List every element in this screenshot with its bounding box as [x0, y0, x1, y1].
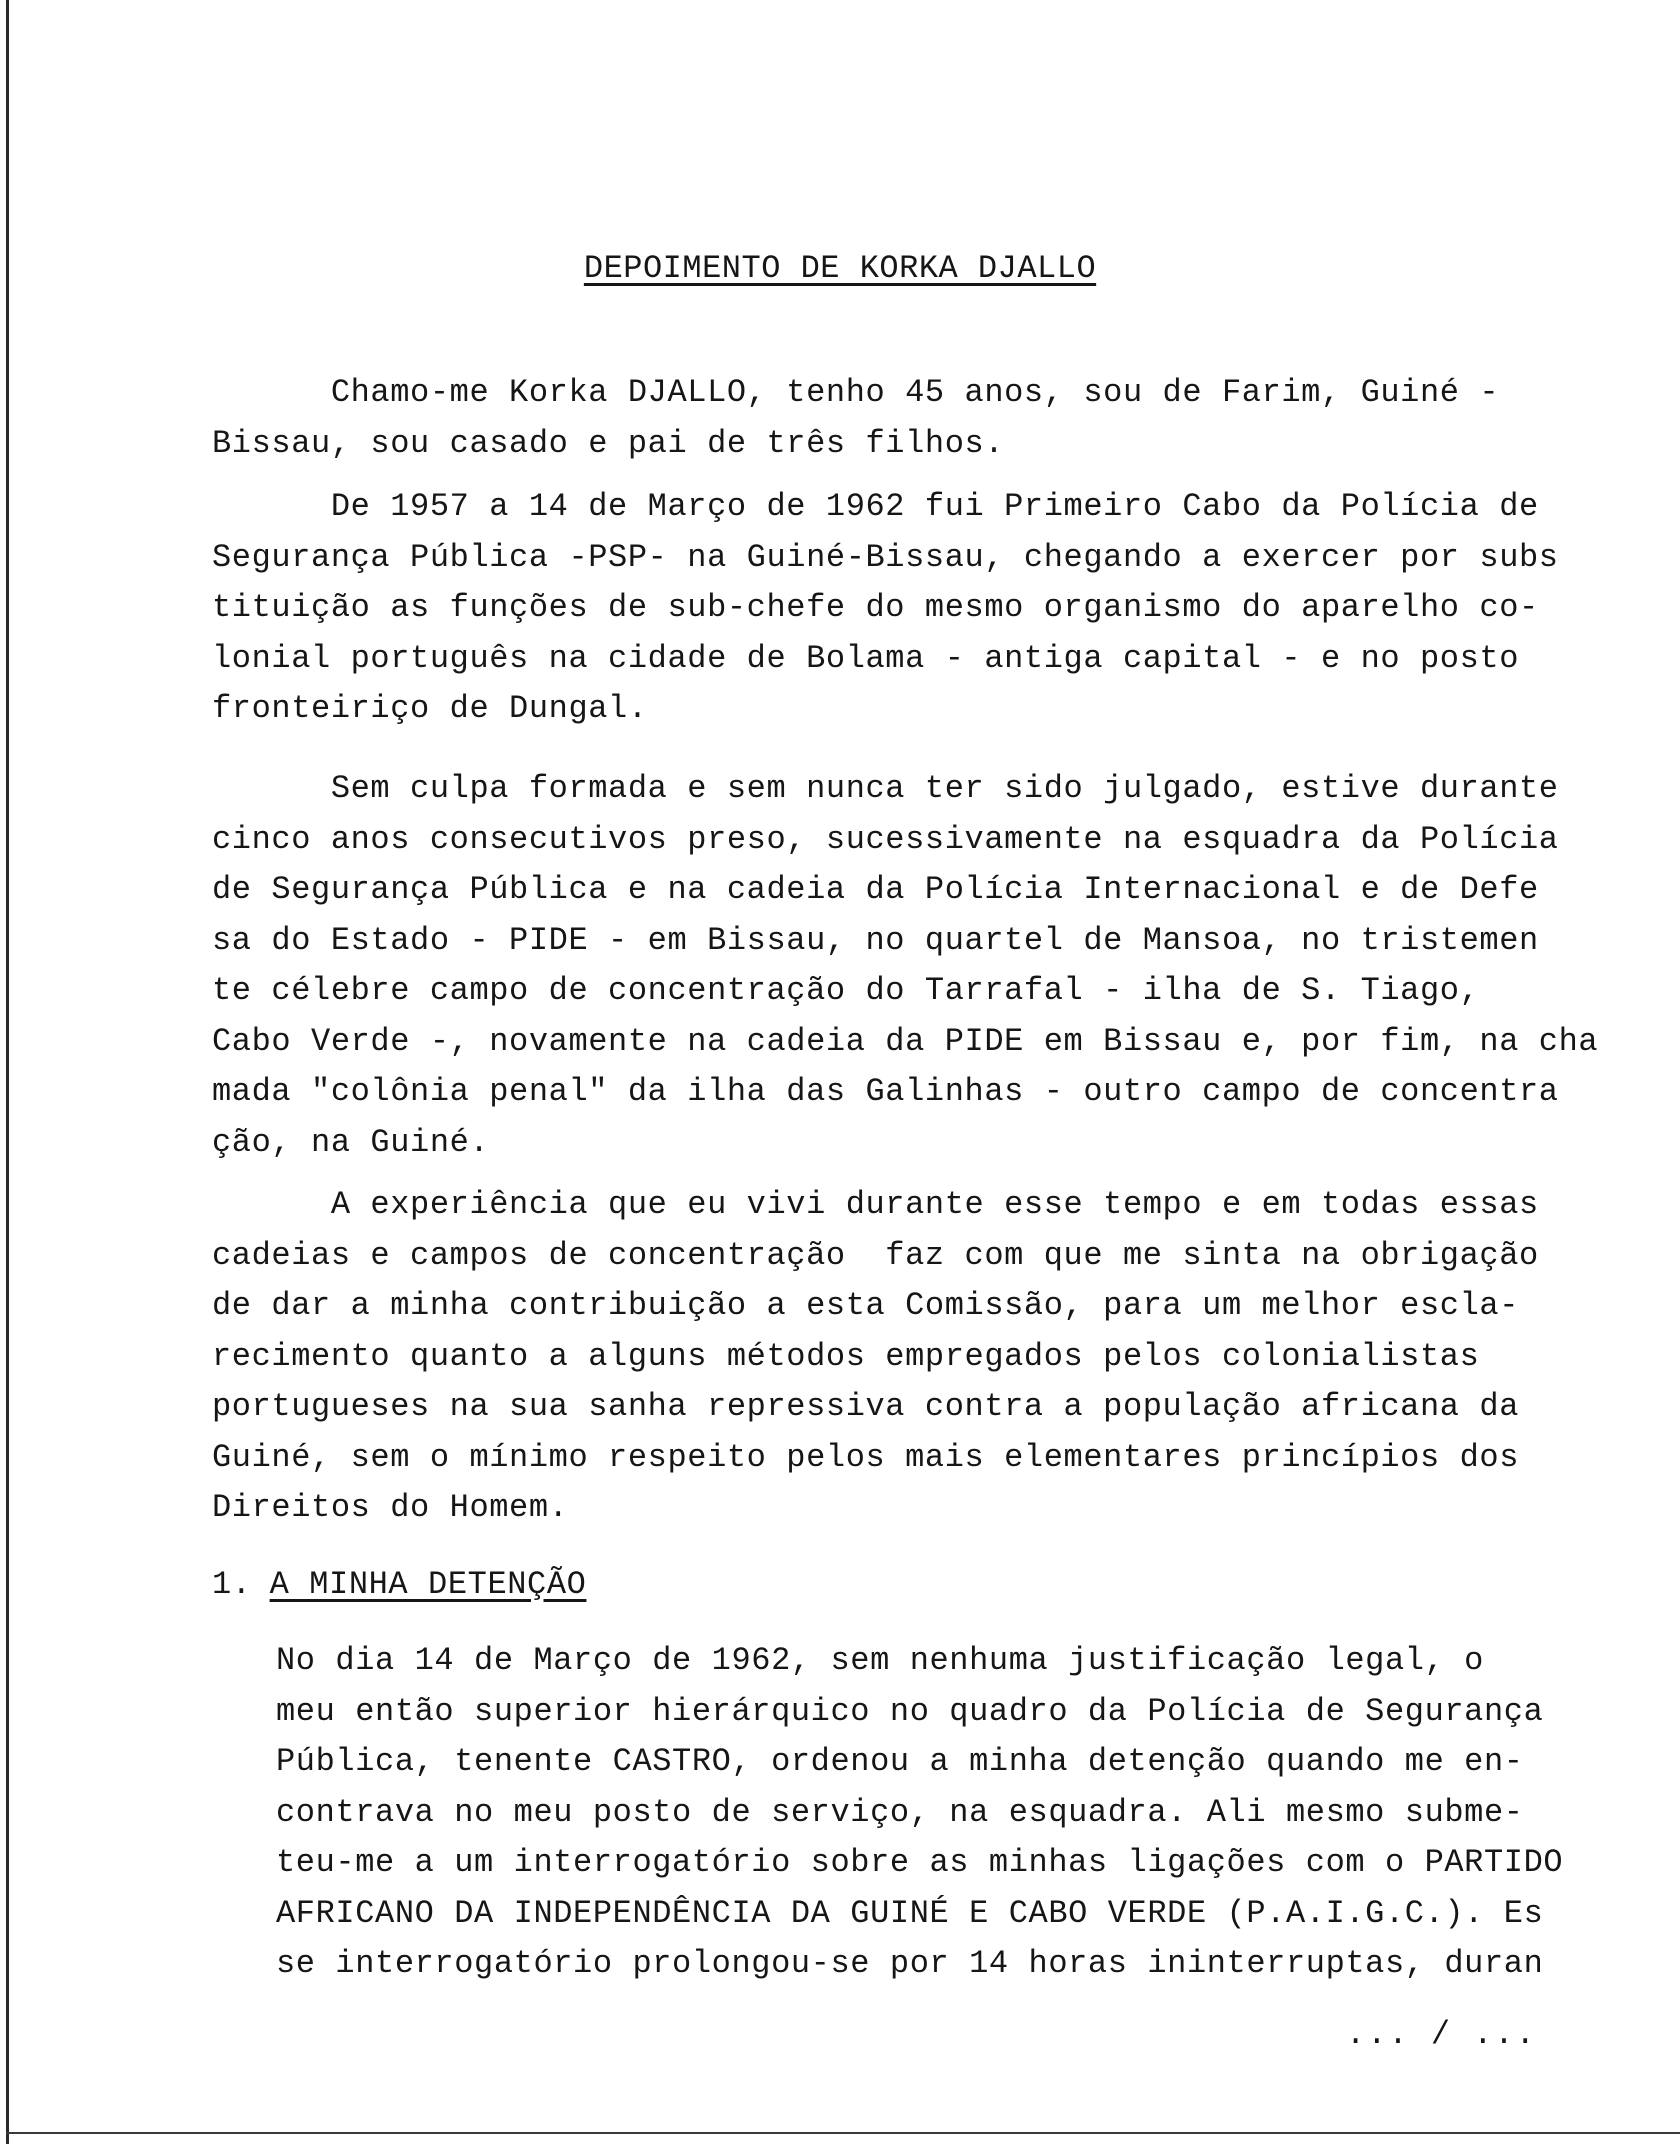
section-heading-text: A MINHA DETENÇÃO: [269, 1566, 587, 1603]
continuation-mark: ... / ...: [1346, 2016, 1537, 2053]
paragraph-career: De 1957 a 14 de Março de 1962 fui Primeiro Cabo da Polícia de Segurança Pública -PSP- na Guiné-Bissau, chegando a exercer por subs tituição as funções de sub-chefe do mesmo organismo do aparelho co- lonial português na cidade de Bolama - antiga capital - e no posto fronteiriço de Dungal.: [212, 488, 1559, 727]
document-title: DEPOIMENTO DE KORKA DJALLO: [583, 250, 1097, 287]
paragraph-experience: A experiência que eu vivi durante esse tempo e em todas essas cadeias e campos de concentração faz com que me sinta na obrigação de dar a minha contribuição a esta Comissão, para um melhor escla- recimento quanto a alguns métodos empregados pelos colonialistas portugueses na sua sanha repressiva contra a população africana da Guiné, sem o mínimo respeito pelos mais elementares princípios dos Direitos do Homem.: [212, 1186, 1539, 1526]
section-heading: [212, 1566, 586, 1603]
section-number: 1.: [212, 1566, 252, 1603]
page-bottom-edge: [6, 2132, 1680, 2134]
paragraph-imprisonment: Sem culpa formada e sem nunca ter sido julgado, estive durante cinco anos consecutivos preso, sucessivamente na esquadra da Polícia de Segurança Pública e na cadeia da Polícia Internacional e de Defe sa do Estado - PIDE - em Bissau, no quartel de Mansoa, no tristemen te célebre campo de concentração do Tarrafal - ilha de S. Tiago, Cabo Verde -, novamente na cadeia da PIDE em Bissau e, por fim, na cha mada "colônia penal" da ilha das Galinhas - outro campo de concentra ção, na Guiné.: [212, 770, 1599, 1161]
page-left-edge: [6, 0, 9, 2144]
section-body: No dia 14 de Março de 1962, sem nenhuma justificação legal, o meu então superior hierárquico no quadro da Polícia de Segurança Pública, tenente CASTRO, ordenou a minha detenção quando me en- contrava no meu posto de serviço, na esquadra. Ali mesmo subme- teu-me a um interrogatório sobre as minhas ligações com o PARTIDO AFRICANO DA INDEPENDÊNCIA DA GUINÉ E CABO VERDE (P.A.I.G.C.). Es se interrogatório prolongou-se por 14 horas ininterruptas, duran: [276, 1642, 1564, 1982]
paragraph-introduction: Chamo-me Korka DJALLO, tenho 45 anos, sou de Farim, Guiné - Bissau, sou casado e pai de três filhos.: [212, 374, 1500, 462]
